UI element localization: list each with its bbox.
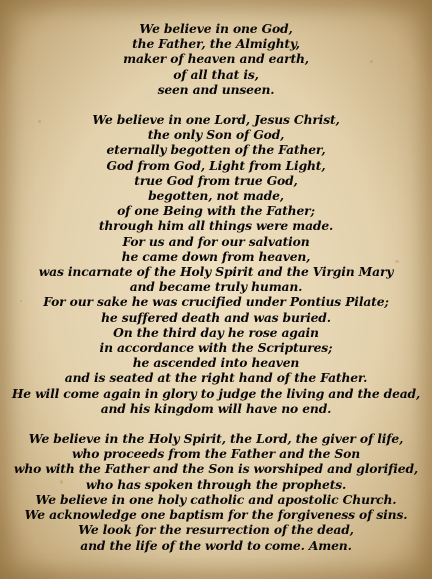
stanza-jesus-christ: [0, 112, 432, 416]
creed-line: We acknowledge one baptism for the forgiveness of sins.: [24, 507, 408, 523]
creed-line: We look for the resurrection of the dead,: [78, 522, 354, 538]
creed-line: the Father, the Almighty,: [132, 36, 300, 52]
creed-line: who proceeds from the Father and the Son: [72, 446, 360, 462]
creed-line: On the third day he rose again: [113, 324, 319, 340]
creed-line: the only Son of God,: [147, 127, 285, 143]
stanza-holy-spirit: [0, 431, 432, 553]
creed-line: We believe in the Holy Spirit, the Lord, the giver of life,: [28, 431, 404, 447]
creed-line: and his kingdom will have no end.: [100, 400, 332, 416]
creed-line: he ascended into heaven: [132, 355, 300, 371]
creed-line: he came down from heaven,: [121, 248, 311, 264]
creed-line: in accordance with the Scriptures;: [99, 340, 333, 356]
creed-line: who has spoken through the prophets.: [85, 476, 347, 492]
creed-line: begotten, not made,: [148, 188, 284, 204]
creed-line: God from God, Light from Light,: [106, 157, 326, 173]
creed-line: he suffered death and was buried.: [101, 309, 331, 325]
creed-line: and the life of the world to come. Amen.: [80, 537, 352, 553]
creed-line: of one Being with the Father;: [117, 203, 315, 219]
creed-line: and became truly human.: [129, 279, 303, 295]
creed-line: who with the Father and the Son is worshiped and glorified,: [13, 461, 419, 477]
creed-line: of all that is,: [173, 66, 259, 82]
stanza-god-the-father: [0, 21, 432, 97]
creed-line: through him all things were made.: [98, 218, 334, 234]
creed-line: For us and for our salvation: [122, 233, 310, 249]
creed-line: We believe in one Lord, Jesus Christ,: [92, 112, 340, 128]
creed-line: seen and unseen.: [157, 81, 275, 97]
creed-line: maker of heaven and earth,: [123, 51, 309, 67]
creed-line: We believe in one God,: [139, 21, 293, 36]
creed-line: For our sake he was crucified under Pontius Pilate;: [43, 294, 389, 310]
creed-line: and is seated at the right hand of the Father.: [64, 370, 368, 386]
creed-line: eternally begotten of the Father,: [106, 142, 326, 158]
creed-line: We believe in one holy catholic and apostolic Church.: [35, 491, 397, 507]
creed-text: [0, 21, 432, 553]
creed-line: true God from true God,: [134, 172, 298, 188]
creed-line: was incarnate of the Holy Spirit and the Virgin Mary: [38, 264, 394, 280]
creed-line: He will come again in glory to judge the living and the dead,: [11, 385, 421, 401]
